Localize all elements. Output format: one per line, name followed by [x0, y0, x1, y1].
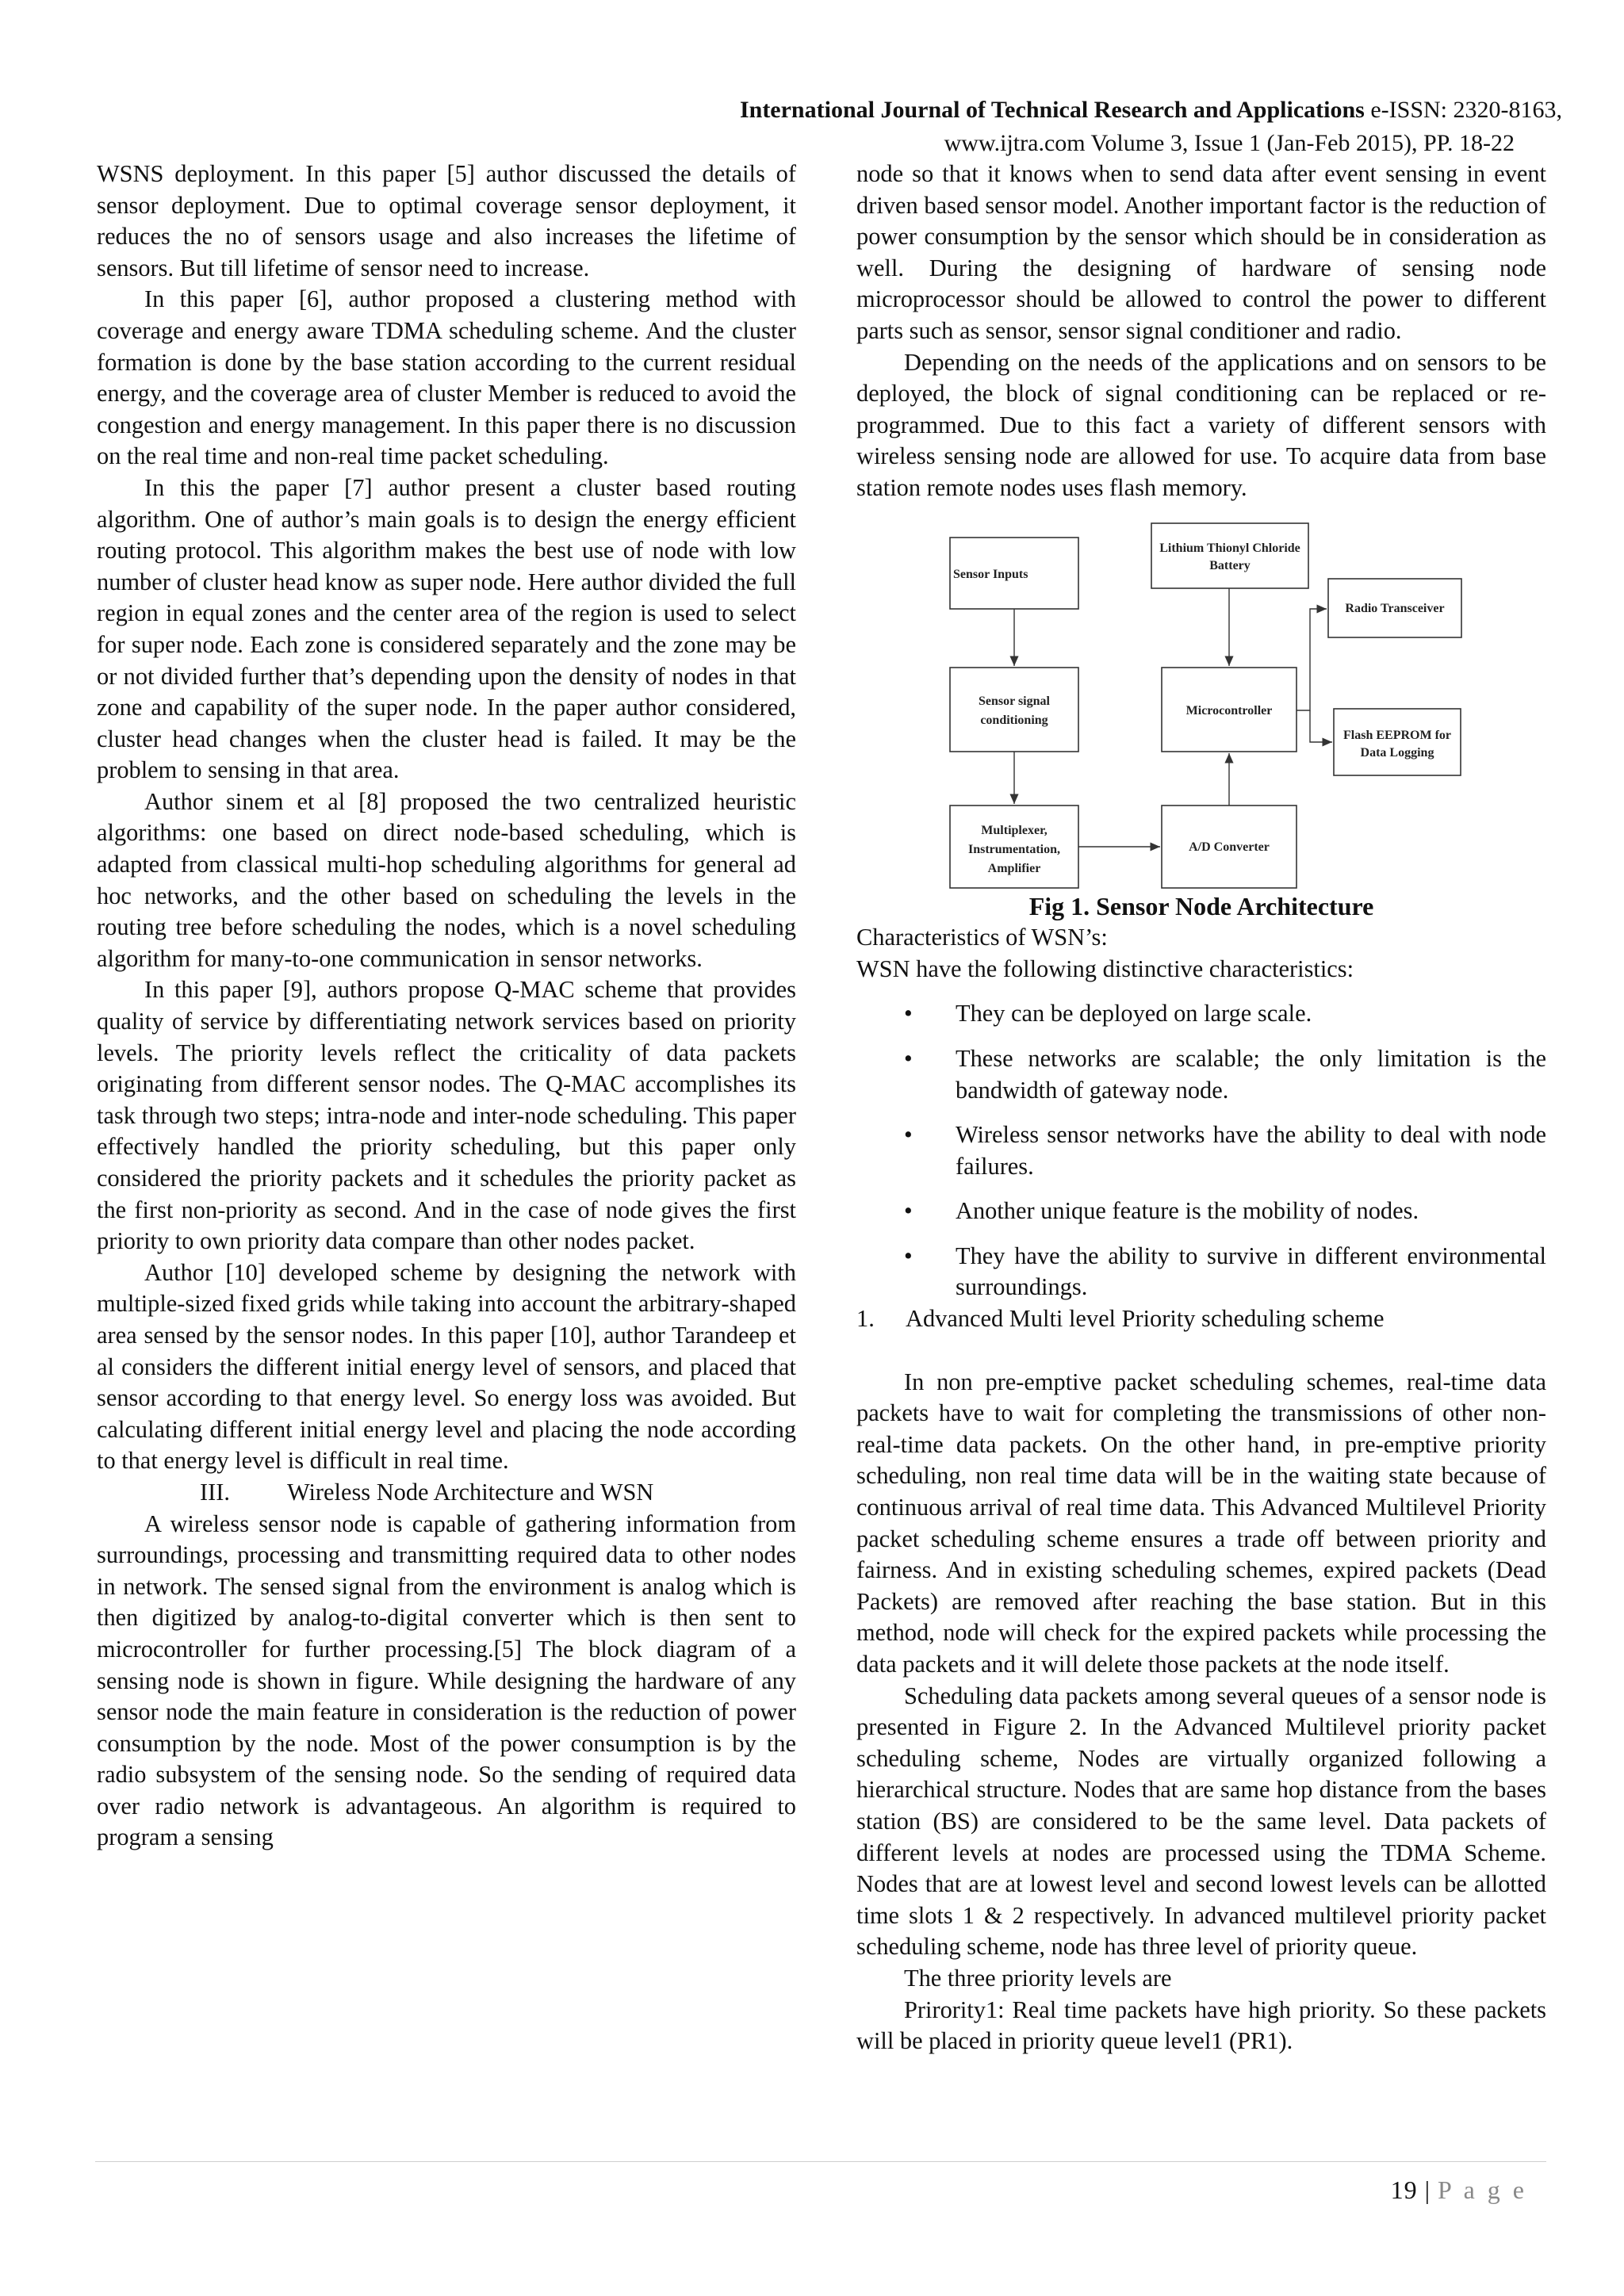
paragraph: A wireless sensor node is capable of gathering information from surroundings, processing and transmitting required data to other nodes in network. The sensed signal from the environment is analog which is then digitized by analog-to-digital converter which is then sent to microcontroller for further processing.[5] The block diagram of a sensing node is shown in figure. While designing the hardware of any sensor node the main feature in consideration is the reduction of power consumption by the node. Most of the power consumption is by the radio subsystem of the sensing node. So the sending of required data over radio network is advantageous. An algorithm is required to program a sensing [97, 1510, 796, 1851]
multiplexer-label: Instrumentation, [967, 842, 1061, 856]
battery-block [1151, 523, 1308, 588]
paragraph: Author [10] developed scheme by designing the network with multiple-sized fixed grids while taking into account the arbitrary-shaped area sensed by the sensor nodes. In this paper [10], author Tarandeep et al considers the different initial energy level of sensors, and placed that sensor according to that energy level. So energy loss was avoided. But calculating different initial energy level and placing the node according to that energy level is difficult in real time. [97, 1258, 796, 1475]
paragraph: The three priority levels are [904, 1964, 1172, 1992]
left-column [97, 159, 796, 1854]
figure-caption: Fig 1. Sensor Node Architecture [1028, 891, 1374, 920]
signal-conditioning-label: conditioning [980, 713, 1048, 727]
paragraph: In this the paper [7] author present a cluster based routing algorithm. One of author’s main goals is to design the energy efficient routing protocol. This algorithm makes the best use of node with low number of cluster head know as super node. Here author divided the full region in equal zones and the center area of the region is used to select for super node. Each zone is considered separately and the zone may be or not divided further that’s depending upon the density of nodes in that zone and capability of the super node. In the paper author considered, cluster head changes when the cluster head is failed. It may be the problem to sensing in that area. [97, 473, 796, 784]
arrow [1297, 609, 1327, 710]
paragraph: In this paper [6], author proposed a clustering method with coverage and energy aware TDMA scheduling scheme. And the cluster formation is done by the base station according to the current residual energy, and the coverage area of cluster Member is reduced to avoid the congestion and energy management. In this paper there is no discussion on the real time and non-real time packet scheduling. [97, 285, 796, 470]
journal-issn: e-ISSN: 2320-8163, [1364, 97, 1562, 123]
sensor-inputs-label: Sensor Inputs [953, 567, 1028, 581]
battery-label: Battery [1209, 558, 1251, 572]
bullet-icon: • [904, 1044, 913, 1072]
radio-transceiver-label: Radio Transceiver [1345, 601, 1445, 615]
ad-converter-label: A/D Converter [1189, 840, 1270, 854]
battery-label: Lithium Thionyl Chloride [1159, 541, 1300, 555]
multiplexer-label: Amplifier [987, 861, 1041, 875]
characteristics-list [856, 998, 1546, 1303]
list-item: • They can be deployed on large scale. [856, 998, 1546, 1030]
journal-volume-line: www.ijtra.com Volume 3, Issue 1 (Jan-Feb 2015), PP. 18-22 [944, 130, 1515, 156]
bullet-icon: • [904, 1000, 913, 1027]
list-item: • These networks are scalable; the only limitation is the bandwidth of gateway node. [904, 1044, 1546, 1104]
flash-eeprom-label: Data Logging [1360, 745, 1434, 760]
signal-conditioning-label: Sensor signal [979, 694, 1050, 708]
characteristics-intro: WSN have the following distinctive characteristics: [856, 955, 1354, 982]
journal-header [579, 97, 1562, 124]
sensor-node-architecture-figure [856, 520, 1546, 891]
right-column [856, 159, 1546, 2057]
bullet-icon: • [904, 1121, 913, 1149]
paragraph: node so that it knows when to send data after event sensing in event driven based sensor model. Another important factor is the reduction of power consumption by the sensor which should be in consideration as well. During the designing of hardware of sensing node microprocessor should be allowed to control the power to different parts such as sensor, sensor signal conditioner and radio. [856, 160, 1546, 344]
page-number: 19 [1390, 2175, 1418, 2204]
footer-separator: | [1417, 2175, 1438, 2204]
bullet-icon: • [904, 1197, 913, 1225]
signal-conditioning-block [950, 668, 1078, 752]
arrow [1310, 710, 1332, 742]
page-footer [1391, 2175, 1527, 2205]
microcontroller-label: Microcontroller [1185, 703, 1273, 718]
paragraph: In non pre-emptive packet scheduling schemes, real-time data packets have to wait for completing the transmissions of other non-real-time data packets. On the other hand, in pre-emptive priority scheduling, non real time data will be in the waiting state because of continuous arrival of real time data. This Advanced Multilevel Priority packet scheduling scheme ensures a trade off between priority and fairness. And in existing scheduling schemes, expired packets (Dead Packets) are removed after reaching the base station. But in this method, node will check for the expired packets while processing the data packets and it will delete those packets at the node itself. [856, 1368, 1546, 1678]
paragraph: In this paper [9], authors propose Q-MAC scheme that provides quality of service by differentiating network services based on priority levels. The priority levels reflect the criticality of data packets originating from different sensor nodes. The Q-MAC accomplishes its task through two steps; intra-node and inter-node scheduling. This paper effectively handled the priority scheduling, but this paper only considered the priority packets and it schedules the priority packet as the first non-priority as second. And in the case of node gives the first priority to own priority data compare than other nodes packet. [97, 976, 796, 1255]
paragraph: Prirority1: Real time packets have high priority. So these packets will be placed in priority queue level1 (PR1). [856, 1996, 1546, 2055]
paragraph: Scheduling data packets among several queues of a sensor node is presented in Figure 2. In the Advanced Multilevel priority packet scheduling scheme, Nodes are virtually organized following a hierarchical structure. Nodes that are same hop distance from the bases station (BS) are considered to be the same level. Data packets of different levels at nodes are processed using the TDMA Scheme. Nodes that are at lowest level and second lowest levels can be allotted time slots 1 & 2 respectively. In advanced multilevel priority packet scheduling scheme, node has three level of priority queue. [856, 1682, 1546, 1961]
flash-eeprom-block [1334, 709, 1461, 775]
paragraph: WSNS deployment. In this paper [5] author discussed the details of sensor deployment. Due to optimal coverage sensor deployment, it reduces the no of sensors usage and also increases the lifetime of sensors. But till lifetime of sensor need to increase. [97, 160, 796, 281]
paragraph: Depending on the needs of the applications and on sensors to be deployed, the block of signal conditioning can be replaced or re-programmed. Due to this fact a variety of different sensors with wireless sensing node are allowed for use. To acquire data from base station remote nodes uses flash memory. [856, 348, 1546, 501]
page-word: P a g e [1437, 2175, 1527, 2204]
block-diagram [944, 520, 1467, 891]
section-number: III. [200, 1478, 230, 1506]
section-heading [97, 1477, 796, 1509]
footer-divider [95, 2161, 1546, 2162]
flash-eeprom-label: Flash EEPROM for [1343, 728, 1451, 742]
numbered-heading-text: Advanced Multi level Priority scheduling scheme [906, 1305, 1385, 1333]
list-item: • They have the ability to survive in different environmental surroundings. [904, 1242, 1546, 1301]
journal-title: International Journal of Technical Research and Applications [739, 97, 1365, 123]
bullet-icon: • [904, 1242, 913, 1269]
numbered-heading [856, 1303, 1546, 1335]
paragraph: Author sinem et al [8] proposed the two centralized heuristic algorithms: one based on direct node-based scheduling, which is adapted from classical multi-hop scheduling algorithms for general ad hoc networks, and the other based on scheduling the levels in the routing tree before scheduling the nodes, which is a novel scheduling algorithm for many-to-one communication in sensor networks. [97, 787, 796, 972]
numbered-heading-number: 1. [856, 1305, 875, 1333]
characteristics-heading: Characteristics of WSN’s: [856, 924, 1108, 951]
list-item: • Another unique feature is the mobility of nodes. [856, 1196, 1546, 1227]
list-item: • Wireless sensor networks have the ability to deal with node failures. [904, 1121, 1546, 1180]
multiplexer-label: Multiplexer, [981, 823, 1048, 837]
section-title: Wireless Node Architecture and WSN [287, 1478, 654, 1506]
